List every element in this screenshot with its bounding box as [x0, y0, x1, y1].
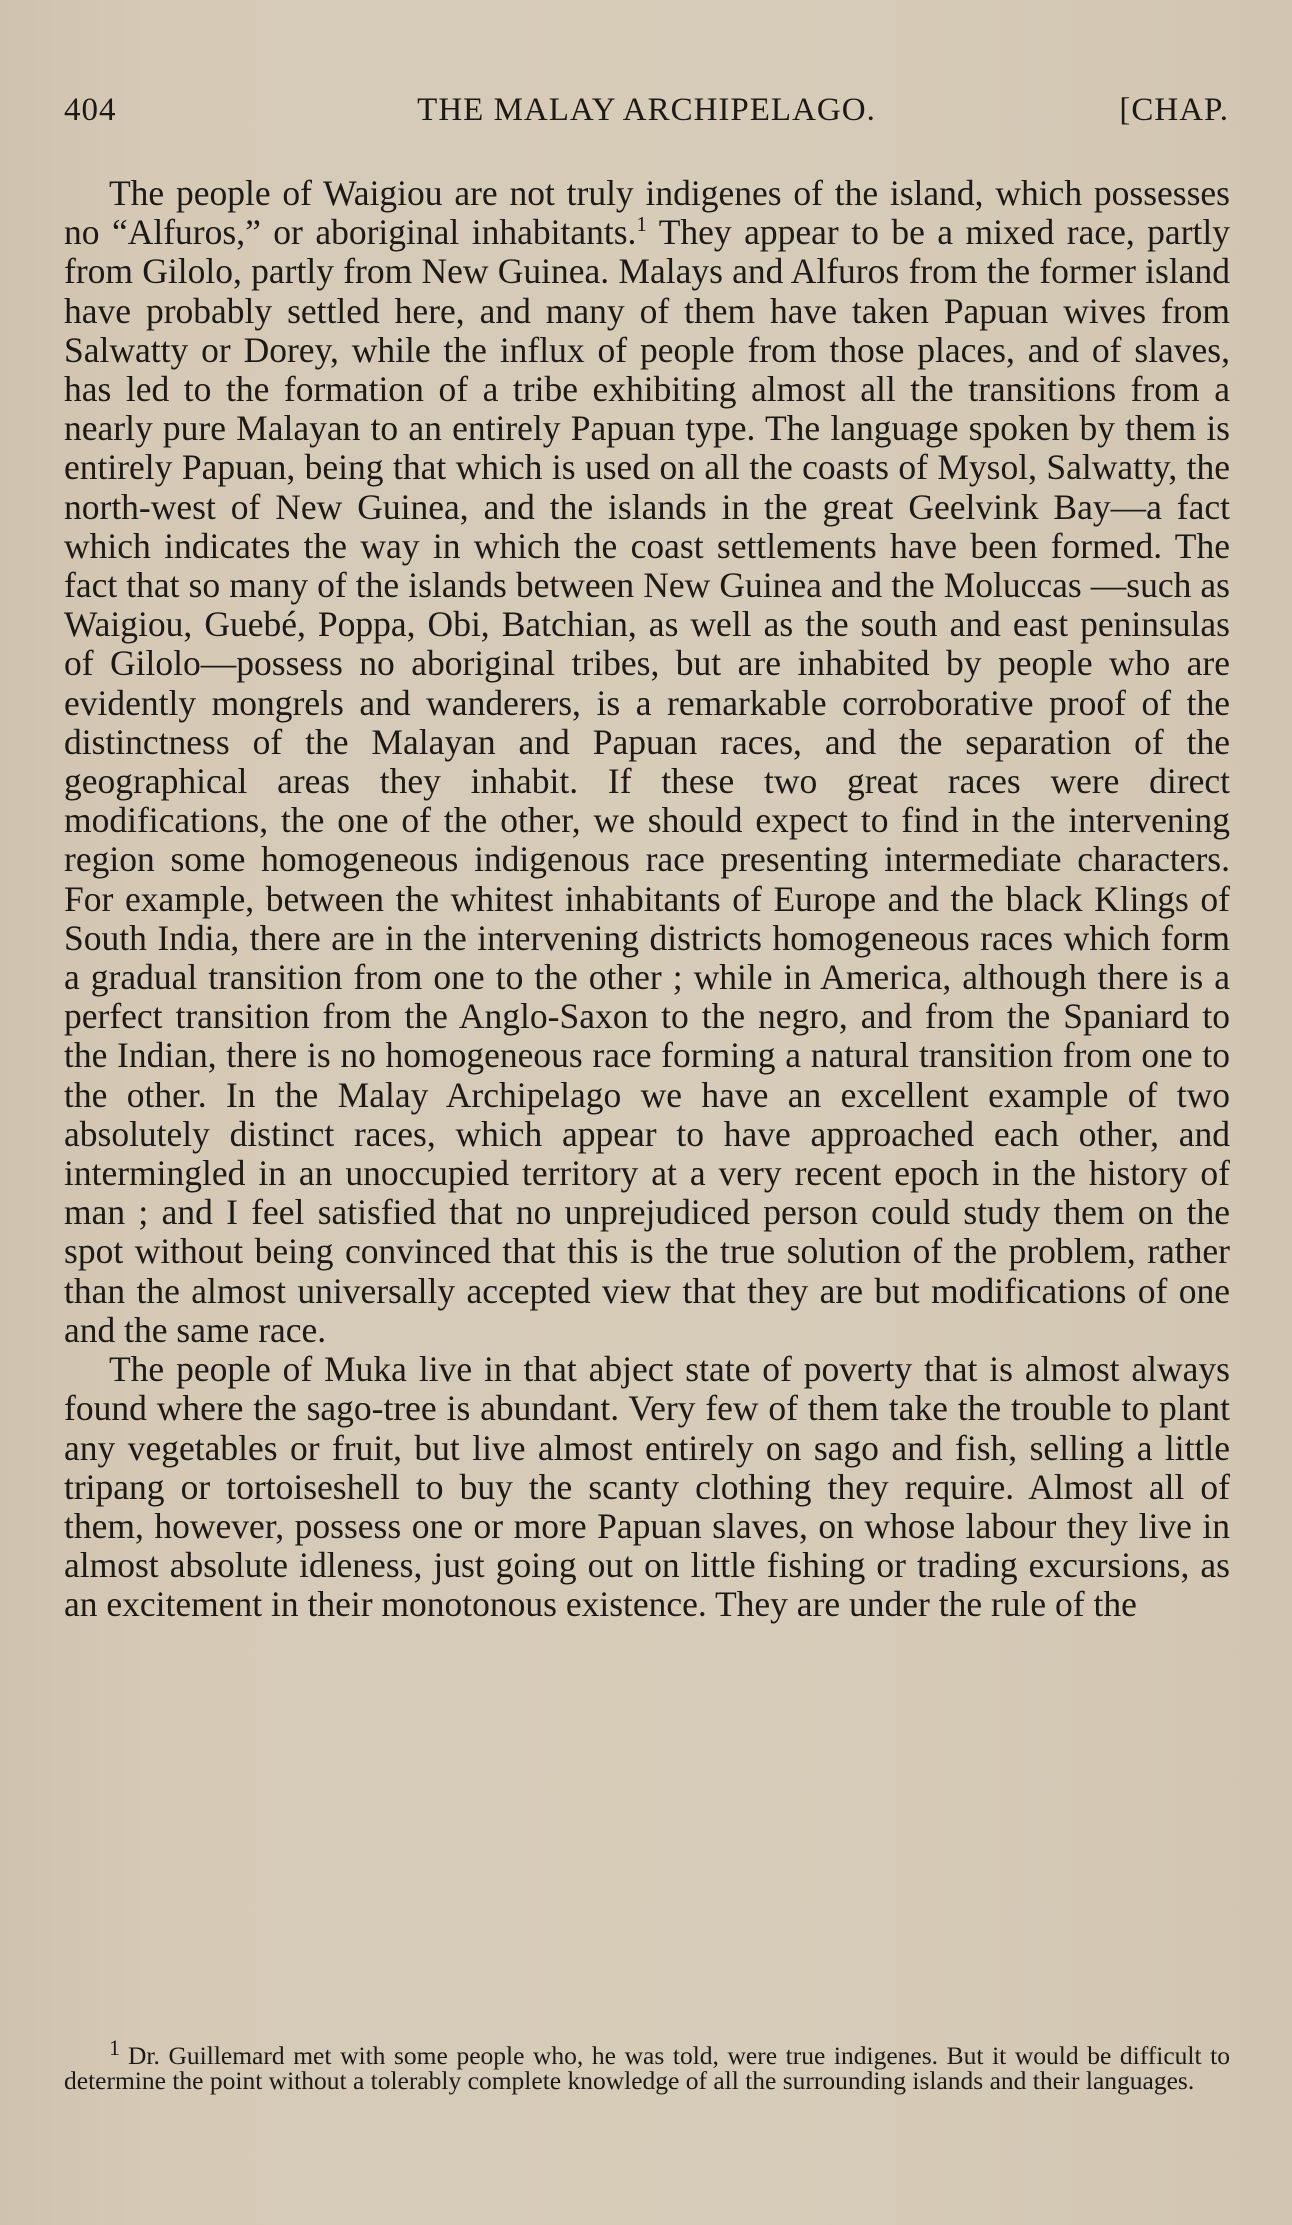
page-number: 404 — [64, 92, 117, 128]
chapter-mark: [CHAP. — [1119, 92, 1229, 128]
running-header — [64, 92, 1229, 132]
main-text — [64, 174, 1230, 1625]
paragraph-1-start: The people of Waigiou are not truly indigenes of the island, which possesses no “Alfuros,” or aboriginal inhabitants. — [64, 173, 1230, 253]
paragraph-1-rest: They appear to be a mixed race, partly from Gilolo, partly from New Guinea. Malays and Alfuros from the former island have probably settled here, and many of them have taken Papuan wives from Salwatty or Dorey, while the influx of people from those places, and of slaves, has led to the formation of a tribe exhibiting almost all the transitions from a nearly pure Malayan to an entirely Papuan type. The language spoken by them is entirely Papuan, being that which is used on all the coasts of Mysol, Salwatty, the north-west of New Guinea, and the islands in the great Geelvink Bay—a fact which indicates the way in which the coast settlements have been formed. The fact that so many of the islands between New Guinea and the Moluccas —such as Waigiou, Guebé, Poppa, Obi, Batchian, as well as the south and east peninsulas of Gilolo—possess no aboriginal tribes, but are inhabited by people who are evidently mongrels and wanderers, is a remarkable corroborative proof of the distinctness of the Malayan and Papuan races, and the separation of the geographical areas they inhabit. If these two great races were direct modifications, the one of the other, we should expect to find in the intervening region some homogeneous indigenous race presenting intermediate characters. For example, between the whitest inhabitants of Europe and the black Klings of South India, there are in the intervening districts homogeneous races which form a gradual transition from one to the other ; while in America, although there is a perfect transition from the Anglo-Saxon to the negro, and from the Spaniard to the Indian, there is no homogeneous race forming a natural transition from one to the other. In the Malay Archipelago we have an excellent example of two absolutely distinct races, which appear to have approached each other, and intermingled in an unoccupied territory at a very recent epoch in the history of man ; and I feel satisfied that no unprejudiced person could study them on the spot without being convinced that this is the true solution of the problem, rather than the almost universally accepted view that they are but modifications of one and the same race. — [64, 212, 1230, 1350]
paragraph-waigiou-people — [64, 174, 1230, 1350]
paragraph-muka-people: The people of Muka live in that abject state of poverty that is almost always found where the sago-tree is abundant. Very few of them take the trouble to plant any vegetables or fruit, but live almost entirely on sago and fish, selling a little tripang or tortoiseshell to buy the scanty clothing they require. Almost all of them, however, possess one or more Papuan slaves, on whose labour they live in almost absolute idleness, just going out on little fishing or trading excursions, as an excitement in their monotonous existence. They are under the rule of the — [64, 1349, 1230, 1625]
footnote-reference: 1 — [636, 212, 647, 237]
footnote-text: Dr. Guillemard met with some people who, he was told, were true indigenes. But it would be difficult to determine the point without a tolerably complete knowledge of all the surrounding islands and their languages. — [64, 2041, 1230, 2095]
footnote-number: 1 — [109, 2034, 120, 2060]
running-title: THE MALAY ARCHIPELAGO. — [417, 92, 876, 128]
footnote — [64, 2034, 1230, 2095]
